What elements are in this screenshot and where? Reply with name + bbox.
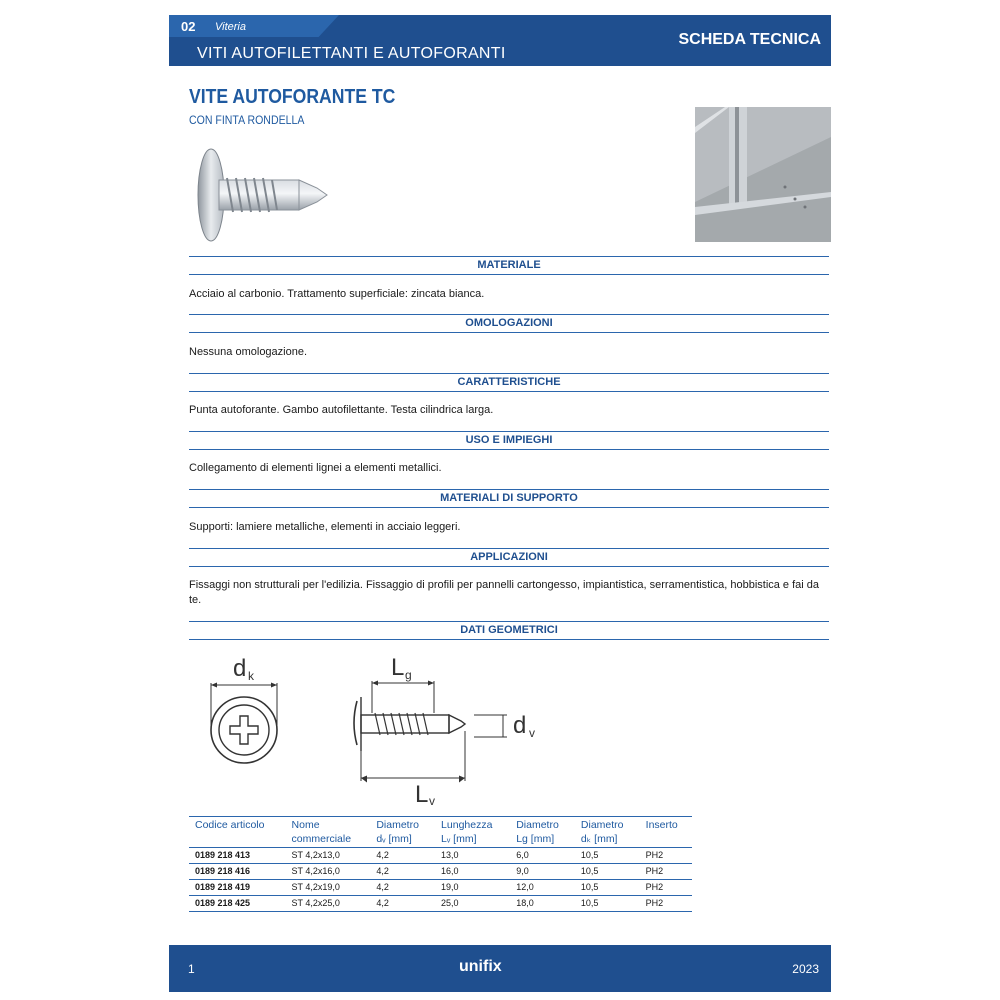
table-row: 0189 218 425 ST 4,2x25,0 4,2 25,0 18,0 10,5 PH2 xyxy=(189,896,692,912)
col-header-dv: Diametro dᵥ [mm] xyxy=(370,817,435,848)
label-lg-sub: g xyxy=(405,668,412,682)
table-row: 0189 218 419 ST 4,2x19,0 4,2 19,0 12,0 10,5 PH2 xyxy=(189,880,692,896)
screw-head-side xyxy=(354,701,357,745)
label-lv: L xyxy=(415,781,429,805)
screw-photo xyxy=(189,140,339,250)
phillips-cross-icon xyxy=(230,716,258,744)
chapter-number: 02 xyxy=(181,19,196,34)
section-heading-applicazioni: APPLICAZIONI xyxy=(189,548,829,567)
section-heading-uso: USO E IMPIEGHI xyxy=(189,431,829,450)
page-footer xyxy=(169,945,831,992)
section-heading-supporto: MATERIALI DI SUPPORTO xyxy=(189,489,829,508)
product-title: VITE AUTOFORANTE TC xyxy=(189,86,396,108)
col-header-dk: Diametro dₖ [mm] xyxy=(575,817,640,848)
section-text-applicazioni: Fissaggi non strutturali per l'edilizia. Fissaggio di profili per pannelli cartongesso, impiantistica, serramentistica, hobbistica e fai da te. xyxy=(189,579,820,606)
table-row: 0189 218 413 ST 4,2x13,0 4,2 13,0 6,0 10,5 PH2 xyxy=(189,848,692,864)
section-text-omologazioni: Nessuna omologazione. xyxy=(189,346,308,358)
section-text-uso: Collegamento di elementi lignei a elementi metallici. xyxy=(189,462,442,474)
label-lv-sub: v xyxy=(429,794,435,805)
col-header-name: Nome commerciale xyxy=(286,817,371,848)
table-row: 0189 218 416 ST 4,2x16,0 4,2 16,0 9,0 10,5 PH2 xyxy=(189,864,692,880)
label-dk-sub: k xyxy=(248,669,254,683)
label-dv-sub: v xyxy=(529,726,535,740)
label-dv: d xyxy=(513,712,527,739)
chapter-category: Viteria xyxy=(215,21,246,33)
col-header-insert: Inserto xyxy=(640,817,692,848)
section-text-caratteristiche: Punta autoforante. Gambo autofilettante. Testa cilindrica larga. xyxy=(189,404,494,416)
label-lg: L xyxy=(391,654,405,681)
head-outer-circle xyxy=(211,697,277,763)
table-header-row xyxy=(189,817,692,848)
header-title: VITI AUTOFILETTANTI E AUTOFORANTI xyxy=(197,45,506,62)
footer-year: 2023 xyxy=(792,962,819,976)
page-header xyxy=(169,15,831,66)
col-header-code: Codice articolo xyxy=(189,817,286,848)
product-subtitle: CON FINTA RONDELLA xyxy=(189,113,305,127)
brand-logo: unifix xyxy=(459,958,502,975)
technical-drawing xyxy=(189,645,569,805)
section-text-materiale: Acciaio al carbonio. Trattamento superficiale: zincata bianca. xyxy=(189,288,485,300)
label-dk: d xyxy=(233,655,247,682)
application-photo xyxy=(695,107,831,242)
section-text-supporto: Supporti: lamiere metalliche, elementi in acciaio leggeri. xyxy=(189,521,461,533)
specs-table xyxy=(189,816,692,912)
col-header-lg: Diametro Lg [mm] xyxy=(510,817,575,848)
head-inner-circle xyxy=(219,705,269,755)
header-doc-type: SCHEDA TECNICA xyxy=(678,31,821,48)
section-heading-omologazioni: OMOLOGAZIONI xyxy=(189,314,829,333)
section-heading-dati-geometrici: DATI GEOMETRICI xyxy=(189,621,829,640)
section-heading-materiale: MATERIALE xyxy=(189,256,829,275)
section-heading-caratteristiche: CARATTERISTICHE xyxy=(189,373,829,392)
col-header-lv: Lunghezza Lᵥ [mm] xyxy=(435,817,510,848)
page-number: 1 xyxy=(188,962,195,976)
